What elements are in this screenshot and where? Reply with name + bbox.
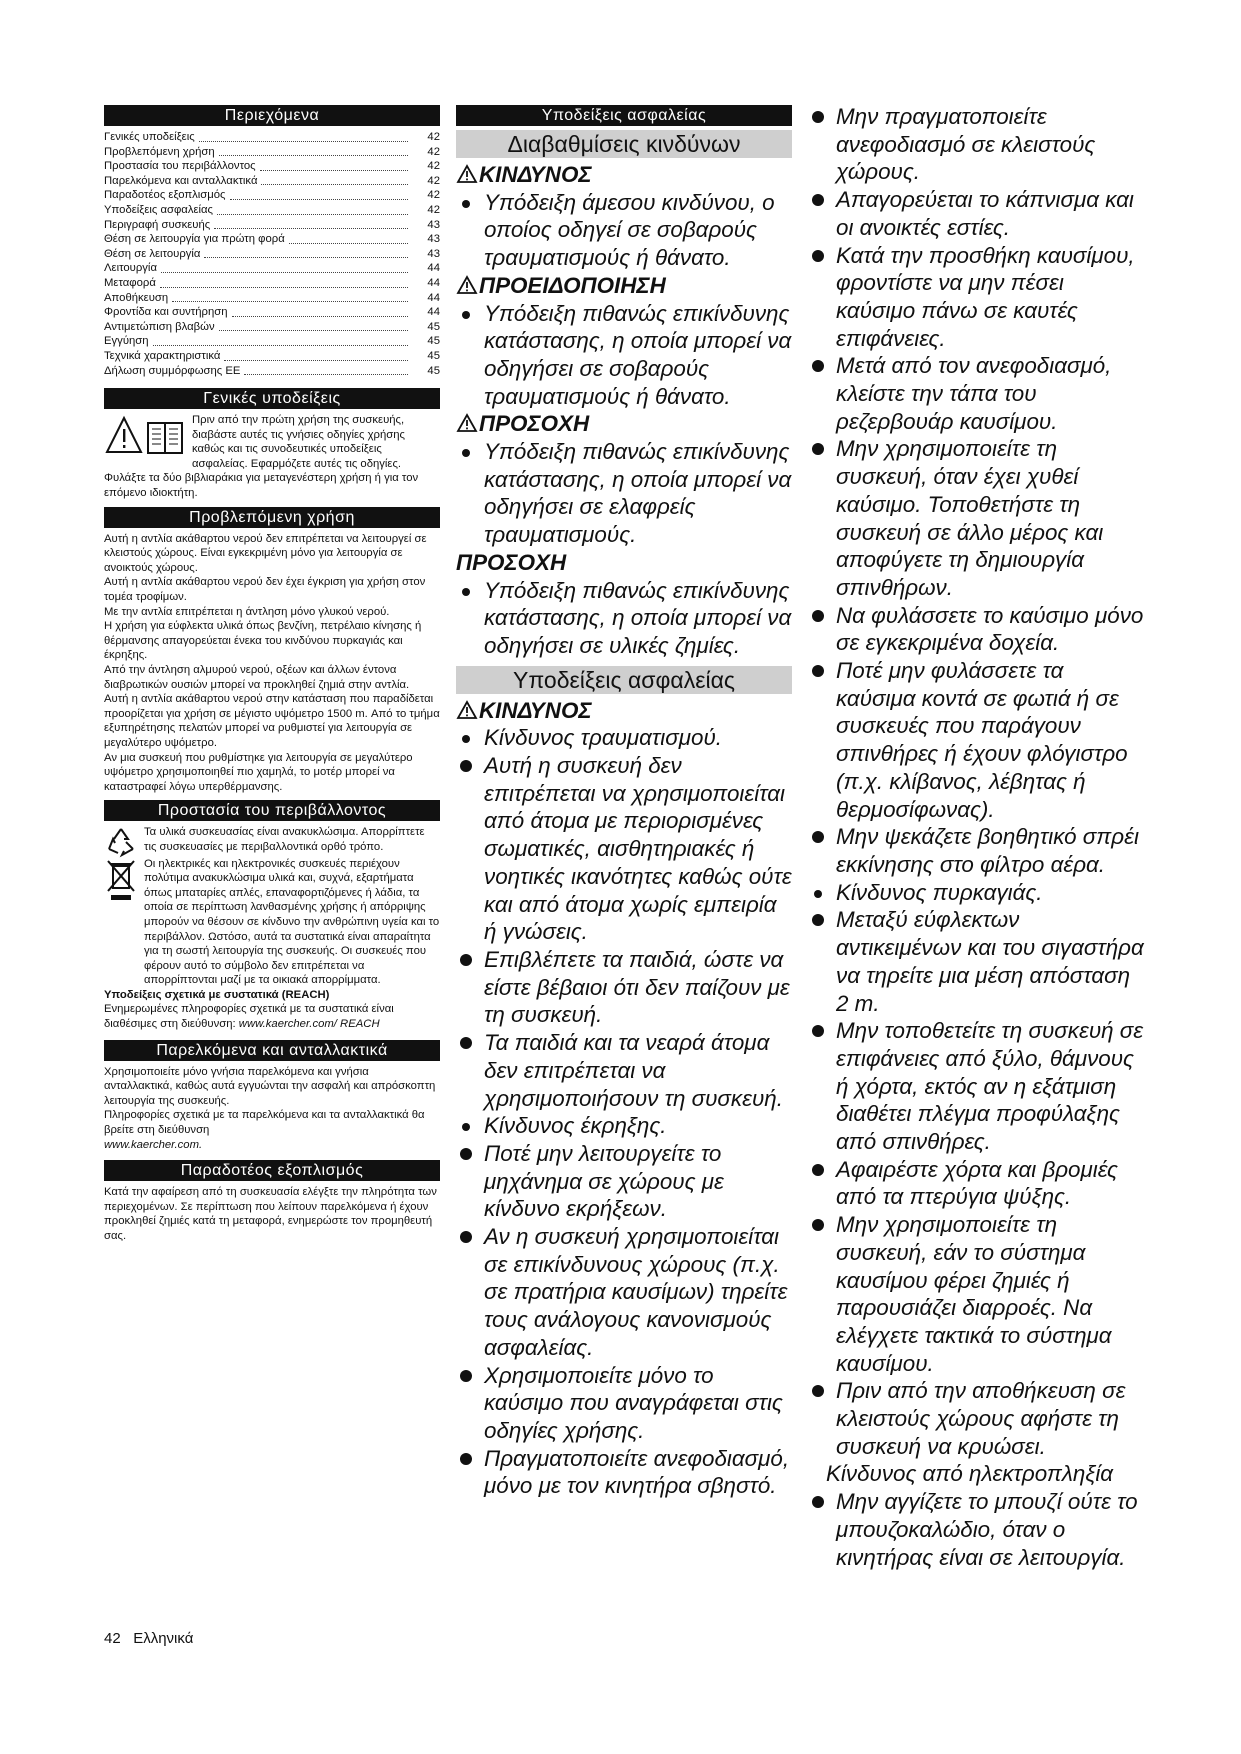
page-number: 42 xyxy=(104,1630,121,1647)
toc-item-page: 42 xyxy=(427,174,440,187)
intended-use-paragraph: Αυτή η αντλία ακάθαρτου νερού δεν επιτρέπεται να λειτουργεί σε κλειστούς χώρους. Είναι εγκεκριμένη μόνο για λειτουργία σε ανοικτούς χώρους. xyxy=(104,532,427,574)
toc-item[interactable] xyxy=(104,247,440,262)
toc-leader xyxy=(232,316,409,317)
toc-item[interactable] xyxy=(104,203,440,218)
toc-item[interactable] xyxy=(104,261,440,276)
safety-danger-signal xyxy=(456,697,792,725)
warning-label: ΠΡΟΕΙΔΟΠΟΙΗΣΗ xyxy=(479,272,666,298)
intended-use-heading: Προβλεπόμενη χρήση xyxy=(104,507,440,528)
toc-leader xyxy=(161,272,408,273)
toc-item-page: 45 xyxy=(427,349,440,362)
general-text-2: Φυλάξτε τα δύο βιβλιαράκια για μεταγενέστερη χρήση ή για τον επόμενο ιδιοκτήτη. xyxy=(104,472,419,500)
bullet-icon xyxy=(462,588,470,596)
intended-use-paragraph: Από την άντληση αλμυρού νερού, οξέων και άλλων έντονα διαβρωτικών ουσιών μπορεί να προκληθεί ζημιά στην αντλία. xyxy=(104,664,410,691)
safety-item xyxy=(808,1156,1146,1211)
intended-use-paragraph: Αν μια συσκευή που ρυθμίστηκε για λειτουργία σε μεγαλύτερο υψόμετρο χρησιμοποιηθεί πιο χαμηλά, το μοτέρ μπορεί να καταστραφεί λόγω υπερθέρμανσης. xyxy=(104,751,413,793)
toc-leader xyxy=(217,214,408,215)
safety-item xyxy=(808,602,1146,657)
bullet-icon xyxy=(812,1496,824,1508)
toc-item-label: Παρελκόμενα και ανταλλακτικά xyxy=(104,174,258,187)
toc-item-page: 44 xyxy=(427,306,440,319)
environment-heading: Προστασία του περιβάλλοντος xyxy=(104,800,440,821)
safety-item-text: Μην χρησιμοποιείτε τη συσκευή, όταν έχει χυθεί καύσιμο. Τοποθετήστε τη συσκευή σε άλλο μέρος και αποφύγετε τη δημιουργία σπινθήρων. xyxy=(836,436,1104,600)
safety-list-right xyxy=(808,103,1146,1571)
caution-label: ΠΡΟΣΟΧΗ xyxy=(479,411,590,437)
toc-item-label: Αντιμετώπιση βλαβών xyxy=(104,320,215,333)
toc-leader xyxy=(230,199,409,200)
bullet-icon xyxy=(812,360,824,372)
toc-item[interactable] xyxy=(104,232,440,247)
bullet-icon xyxy=(812,610,824,622)
safety-item xyxy=(808,1017,1146,1156)
intended-use-paragraph: Αυτή η αντλία ακάθαρτου νερού στην κατάσταση που παραδίδεται προορίζεται για χρήση σε μέγιστο υψόμετρο 1500 m. Από το τμήμα εξυπηρέτησης πελατών μπορεί να ρυθμιστεί για λειτουργία σε μεγαλύτερο υψόμετρο. xyxy=(104,693,440,749)
caution-description xyxy=(456,438,792,549)
danger-label: ΚΙΝΔΥΝΟΣ xyxy=(479,162,592,187)
weee-text: Οι ηλεκτρικές και ηλεκτρονικές συσκευές περιέχουν πολύτιμα ανακυκλώσιμα υλικά και, συχνά, εξαρτήματα όπως μπαταρίες απλές, επαναφορτιζόμενες ή λάδια, τα οποία σε περίπτωση λανθασμένης χρήσης ή απόρριψης μπορούν να θέσουν σε κίνδυνο την ανθρώπινη υγεία και το περιβάλλον. Ωστόσο, αυτά τα συστατικά είναι απαραίτητα για τη σωστή λειτουργία της συσκευής. Οι συσκευές που φέρουν αυτό το σύμβολο δεν επιτρέπεται να απορρίπτονται μαζί με τα οικιακά απορρίμματα. xyxy=(144,857,440,987)
intended-use-paragraph: Με την αντλία επιτρέπεται η άντληση μόνο γλυκού νερού. xyxy=(104,605,390,618)
toc-leader xyxy=(261,184,408,185)
toc-item[interactable] xyxy=(104,145,440,160)
toc-item-page: 42 xyxy=(427,189,440,202)
bullet-icon xyxy=(462,449,470,457)
toc-item-label: Υποδείξεις ασφαλείας xyxy=(104,203,214,216)
intended-use-paragraph: Αυτή η αντλία ακάθαρτου νερού δεν έχει έγκριση για χρήση στον τομέα τροφίμων. xyxy=(104,576,426,604)
toc-item[interactable] xyxy=(104,276,440,291)
safety-item xyxy=(456,1362,792,1445)
recycle-text: Τα υλικά συσκευασίας είναι ανακυκλώσιμα. Απορρίπτετε τις συσκευασίες με περιβαλλοντικά ορθό τρόπο. xyxy=(144,826,425,853)
toc-item-label: Προστασία του περιβάλλοντος xyxy=(104,160,256,173)
toc-item[interactable] xyxy=(104,320,440,335)
bullet-icon xyxy=(460,1231,472,1243)
toc-leader xyxy=(244,374,408,375)
safety-item-text: Μην τοποθετείτε τη συσκευή σε επιφάνειες από ξύλο, θάμνους ή χόρτα, εκτός αν η εξάτμιση διαθέτει πλέγμα προφύλαξης από σπινθήρες. xyxy=(836,1018,1144,1155)
toc-item-label: Θέση σε λειτουργία xyxy=(104,247,201,260)
safety-item-text: Κατά την προσθήκη καυσίμου, φροντίστε να μην πέσει καύσιμο πάνω σε καυτές επιφάνειες. xyxy=(836,242,1135,351)
weee-row xyxy=(104,857,440,988)
safety-danger-label: ΚΙΝΔΥΝΟΣ xyxy=(479,697,592,723)
safety-item-text: Κίνδυνος τραυματισμού. xyxy=(484,725,723,751)
safety-item xyxy=(808,1211,1146,1377)
crossed-bin-icon xyxy=(104,857,138,901)
accessories-link[interactable]: www.kaercher.com. xyxy=(104,1138,203,1151)
bullet-icon xyxy=(814,890,822,898)
toc-item-label: Τεχνικά χαρακτηριστικά xyxy=(104,349,221,362)
safety-item xyxy=(808,823,1146,878)
safety-item-text: Μην χρησιμοποιείτε τη συσκευή, εάν το σύστημα καυσίμου φέρει ζημιές ή παρουσιάζει διαρροές. Να ελέγχετε τακτικά το σύστημα καυσίμου. xyxy=(836,1212,1112,1376)
safety-item-text: Μην πραγματοποιείτε ανεφοδιασμό σε κλειστούς χώρους. xyxy=(836,104,1096,185)
toc-item-page: 43 xyxy=(427,247,440,260)
accessories-section xyxy=(104,1065,440,1153)
safety-item-text: Μην ψεκάζετε βοηθητικό σπρέι εκκίνησης στο φίλτρο αέρα. xyxy=(836,824,1139,877)
bullet-icon xyxy=(462,1123,470,1131)
general-heading: Γενικές υποδείξεις xyxy=(104,388,440,409)
middle-column xyxy=(456,103,792,1500)
hazard-levels-subheading: Διαβαθμίσεις κινδύνων xyxy=(456,130,792,158)
reach-link[interactable]: www.kaercher.com/ REACH xyxy=(238,1018,380,1031)
toc-list xyxy=(104,130,440,378)
toc-leader xyxy=(219,155,408,156)
toc-item-page: 45 xyxy=(427,335,440,348)
recycle-row xyxy=(104,825,440,854)
safety-item xyxy=(808,1488,1146,1571)
toc-leader xyxy=(224,360,408,361)
intended-use-paragraph: Η χρήση για εύφλεκτα υλικά όπως βενζίνη, πετρέλαιο κίνησης ή θέρμανσης απαγορεύεται ένεκα του κινδύνου πυρκαγιάς και έκρηξης. xyxy=(104,620,422,662)
toc-leader xyxy=(204,257,408,258)
safety-levels-heading: Υποδείξεις ασφαλείας xyxy=(456,105,792,126)
toc-item-label: Μεταφορά xyxy=(104,276,156,289)
bullet-icon xyxy=(460,760,472,772)
toc-item-page: 45 xyxy=(427,320,440,333)
toc-item[interactable] xyxy=(104,188,440,203)
safety-item xyxy=(456,724,792,752)
safety-item-text: Χρησιμοποιείτε μόνο το καύσιμο που αναγράφεται στις οδηγίες χρήσης. xyxy=(484,1362,783,1443)
toc-item[interactable] xyxy=(104,159,440,174)
toc-item-label: Φροντίδα και συντήρηση xyxy=(104,306,228,319)
bullet-icon xyxy=(812,665,824,677)
warning-triangle-icon xyxy=(456,275,478,295)
warning-triangle-icon xyxy=(456,413,478,433)
safety-item xyxy=(808,906,1146,1017)
toc-item[interactable] xyxy=(104,174,440,189)
caution-text: Υπόδειξη πιθανώς επικίνδυνης κατάστασης, η οποία μπορεί να οδηγήσει σε ελαφρείς τραυματισμούς. xyxy=(484,439,792,548)
toc-leader xyxy=(219,330,408,331)
toc-item[interactable] xyxy=(104,291,440,306)
accessories-text-1: Χρησιμοποιείτε μόνο γνήσια παρελκόμενα και γνήσια ανταλλακτικά, καθώς αυτά εγγυώνται την ασφαλή και απρόσκοπτη λειτουργία της συσκευής. xyxy=(104,1065,436,1107)
bullet-icon xyxy=(812,443,824,455)
safety-item xyxy=(808,242,1146,353)
safety-item xyxy=(456,1140,792,1223)
recycle-icon xyxy=(104,825,138,859)
toc-item-page: 43 xyxy=(427,218,440,231)
toc-item-page: 42 xyxy=(427,145,440,158)
bullet-icon xyxy=(460,954,472,966)
safety-item-text: Τα παιδιά και τα νεαρά άτομα δεν επιτρέπεται να χρησιμοποιήσουν τη συσκευή. xyxy=(484,1030,783,1111)
safety-item xyxy=(808,103,1146,186)
safety-instructions-heading: Υποδείξεις ασφαλείας xyxy=(456,666,792,694)
warning-triangle-icon xyxy=(456,700,478,720)
safety-item xyxy=(456,1112,792,1140)
toc-item-label: Θέση σε λειτουργία για πρώτη φορά xyxy=(104,233,285,246)
bullet-icon xyxy=(460,1453,472,1465)
toc-item-page: 44 xyxy=(427,291,440,304)
safety-item-text: Μην αγγίζετε το μπουζί ούτε το μπουζοκαλώδιο, όταν ο κινητήρας είναι σε λειτουργία. xyxy=(836,1489,1138,1570)
toc-leader xyxy=(172,301,408,302)
toc-item-label: Εγγύηση xyxy=(104,335,149,348)
toc-leader xyxy=(214,228,408,229)
safety-item-text: Πραγματοποιείτε ανεφοδιασμό, μόνο με τον κινητήρα σβηστό. xyxy=(484,1445,790,1499)
safety-item xyxy=(456,1445,792,1500)
accessories-text-2: Πληροφορίες σχετικά με τα παρελκόμενα και τα ανταλλακτικά θα βρείτε στη διεύθυνση xyxy=(104,1109,425,1137)
bullet-icon xyxy=(460,1148,472,1160)
safety-item-text: Πριν από την αποθήκευση σε κλειστούς χώρους αφήστε τη συσκευή να κρυώσει. xyxy=(836,1378,1126,1459)
toc-item[interactable] xyxy=(104,364,440,379)
toc-leader xyxy=(153,345,408,346)
reach-heading: Υποδείξεις σχετικά με συστατικά (REACH) xyxy=(104,988,330,1001)
toc-item-page: 42 xyxy=(427,131,440,143)
bullet-icon xyxy=(462,200,470,208)
safety-item-text: Αν η συσκευή χρησιμοποιείται σε επικίνδυνους χώρους (π.χ. σε πρατήρια καυσίμων) τηρείτε τους ανάλογους κανονισμούς ασφαλείας. xyxy=(484,1224,788,1360)
bullet-icon xyxy=(462,735,470,743)
general-text-1: Πριν από την πρώτη χρήση της συσκευής, διαβάστε αυτές τις γνήσιες οδηγίες χρήσης καθώς και τις συνοδευτικές υποδείξεις ασφαλείας. Εφαρμόζετε αυτές τις οδηγίες. xyxy=(192,414,405,470)
bullet-icon xyxy=(812,194,824,206)
toc-item-label: Γενικές υποδείξεις xyxy=(104,131,195,143)
safety-item-text: Αυτή η συσκευή δεν επιτρέπεται να χρησιμοποιείται από άτομα με περιορισμένες σωματικές, αισθητηριακές ή νοητικές ικανότητες καθώς ούτε και από άτομα χωρίς εμπειρία ή γνώσεις. xyxy=(484,753,792,945)
bullet-icon xyxy=(812,250,824,262)
toc-item-page: 44 xyxy=(427,276,440,289)
toc-item-label: Δήλωση συμμόρφωσης ΕΕ xyxy=(104,364,241,377)
bullet-icon xyxy=(812,914,824,926)
left-column xyxy=(104,103,440,1244)
safety-item xyxy=(808,435,1146,601)
page-footer xyxy=(104,1630,193,1647)
toc-item[interactable] xyxy=(104,349,440,364)
toc-item-label: Παραδοτέος εξοπλισμός xyxy=(104,189,226,202)
safety-item xyxy=(808,352,1146,435)
toc-item[interactable] xyxy=(104,334,440,349)
safety-item xyxy=(456,752,792,946)
safety-item-text: Κίνδυνος πυρκαγιάς. xyxy=(836,879,1043,905)
safety-item-text: Επιβλέπετε τα παιδιά, ώστε να είστε βέβαιοι ότι δεν παίζουν με τη συσκευή. xyxy=(484,946,790,1028)
warning-and-manual-icon xyxy=(104,415,190,457)
safety-item xyxy=(808,657,1146,823)
safety-item-text: Ποτέ μην λειτουργείτε το μηχάνημα σε χώρους με κίνδυνο εκρήξεων. xyxy=(484,1140,724,1222)
safety-item xyxy=(456,1223,792,1362)
right-column xyxy=(808,103,1146,1571)
safety-item xyxy=(456,1029,792,1112)
bullet-icon xyxy=(812,1025,824,1037)
bullet-icon xyxy=(460,1370,472,1382)
toc-leader xyxy=(260,170,408,171)
safety-item-text: Κίνδυνος από ηλεκτροπληξία xyxy=(826,1461,1114,1487)
bullet-icon xyxy=(812,831,824,843)
toc-item-label: Προβλεπόμενη χρήση xyxy=(104,145,215,158)
delivery-text: Κατά την αφαίρεση από τη συσκευασία ελέγξτε την πληρότητα των περιεχομένων. Σε περίπτωση που λείπουν παρελκόμενα ή έχουν προκληθεί ζημιές κατά τη μεταφορά, ενημερώστε τον προμηθευτή σας. xyxy=(104,1186,437,1242)
toc-item-label: Αποθήκευση xyxy=(104,291,169,304)
safety-item-text: Απαγορεύεται το κάπνισμα και οι ανοικτές εστίες. xyxy=(836,187,1134,240)
toc-leader xyxy=(160,287,408,288)
danger-signal xyxy=(456,161,792,189)
toc-heading: Περιεχόμενα xyxy=(104,105,440,126)
warning-signal xyxy=(456,272,792,300)
toc-item-page: 42 xyxy=(427,160,440,173)
toc-item-page: 45 xyxy=(427,364,440,377)
danger-text: Υπόδειξη άμεσου κινδύνου, ο οποίος οδηγεί σε σοβαρούς τραυματισμούς ή θάνατο. xyxy=(484,189,775,271)
safety-item xyxy=(808,879,1146,907)
warning-text: Υπόδειξη πιθανώς επικίνδυνης κατάστασης, η οποία μπορεί να οδηγήσει σε σοβαρούς τραυματισμούς ή θάνατο. xyxy=(484,300,792,409)
notice-signal xyxy=(456,549,792,577)
danger-description xyxy=(456,189,792,272)
notice-description xyxy=(456,577,792,660)
safety-item-text: Κίνδυνος έκρηξης. xyxy=(484,1113,667,1139)
safety-item-text: Μεταξύ εύφλεκτων αντικειμένων και του σιγαστήρα να τηρείτε μια μέση απόσταση 2 m. xyxy=(836,907,1144,1016)
accessories-heading: Παρελκόμενα και ανταλλακτικά xyxy=(104,1040,440,1061)
safety-item-text: Αφαιρέστε χόρτα και βρομιές από τα πτερύγια ψύξης. xyxy=(836,1156,1118,1210)
notice-label: ΠΡΟΣΟΧΗ xyxy=(456,549,567,575)
bullet-icon xyxy=(462,311,470,319)
toc-item[interactable] xyxy=(104,130,440,145)
intended-use-section xyxy=(104,532,440,795)
toc-item-label: Λειτουργία xyxy=(104,262,157,275)
safety-item-text: Να φυλάσσετε το καύσιμο μόνο σε εγκεκριμένα δοχεία. xyxy=(836,602,1144,656)
general-section xyxy=(104,413,440,501)
toc-item[interactable] xyxy=(104,218,440,233)
bullet-icon xyxy=(812,1219,824,1231)
reach-text xyxy=(104,1002,440,1031)
notice-text: Υπόδειξη πιθανώς επικίνδυνης κατάστασης, η οποία μπορεί να οδηγήσει σε υλικές ζημίες. xyxy=(484,577,792,658)
bullet-icon xyxy=(460,1037,472,1049)
caution-signal xyxy=(456,410,792,438)
warning-description xyxy=(456,300,792,411)
toc-item[interactable] xyxy=(104,305,440,320)
toc-leader xyxy=(199,141,408,142)
toc-item-page: 44 xyxy=(427,262,440,275)
environment-section xyxy=(104,825,440,1031)
toc-item-label: Περιγραφή συσκευής xyxy=(104,218,211,231)
toc-item-page: 43 xyxy=(427,233,440,246)
safety-item xyxy=(456,946,792,1029)
bullet-icon xyxy=(812,1164,824,1176)
safety-item xyxy=(808,1377,1146,1460)
safety-list-middle xyxy=(456,724,792,1500)
reach-description: Ενημερωμένες πληροφορίες σχετικά με τα συστατικά είναι διαθέσιμες στη διεύθυνση: xyxy=(104,1003,394,1031)
safety-item xyxy=(808,1460,1146,1488)
delivery-heading: Παραδοτέος εξοπλισμός xyxy=(104,1160,440,1181)
bullet-icon xyxy=(812,111,824,123)
safety-item xyxy=(808,186,1146,241)
safety-item-text: Μετά από τον ανεφοδιασμό, κλείστε την τάπα του ρεζερβουάρ καυσίμου. xyxy=(836,353,1112,434)
safety-item-text: Ποτέ μην φυλάσσετε τα καύσιμα κοντά σε φωτιά ή σε συσκευές που παράγουν σπινθήρες ή έχουν φλόγιστρο (π.χ. κλίβανος, λέβητας ή θερμοσίφωνας). xyxy=(836,658,1128,822)
warning-triangle-icon xyxy=(456,164,478,184)
toc-item-page: 42 xyxy=(427,203,440,216)
footer-language: Ελληνικά xyxy=(133,1630,194,1647)
bullet-icon xyxy=(812,1385,824,1397)
toc-leader xyxy=(289,243,408,244)
